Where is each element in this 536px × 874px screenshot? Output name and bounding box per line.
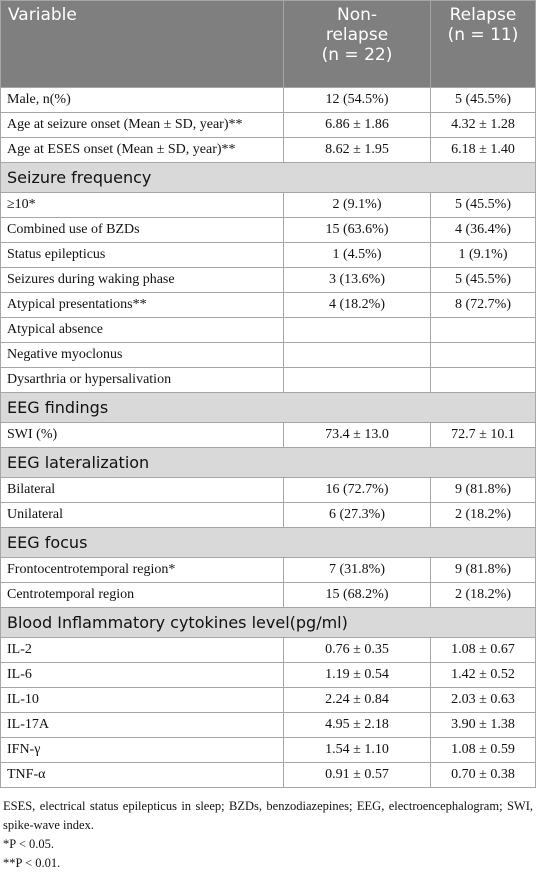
table-row (1, 318, 536, 343)
table-row (1, 368, 536, 393)
header-non-relapse-n: (n = 22) (321, 45, 393, 65)
row-label: Bilateral (1, 478, 284, 503)
row-label: ≥10* (1, 193, 284, 218)
relapse-value: 9 (81.8%) (431, 478, 536, 503)
table-row (1, 268, 536, 293)
row-label: Seizures during waking phase (1, 268, 284, 293)
section-label: EEG lateralization (1, 448, 536, 478)
row-label: Negative myoclonus (1, 343, 284, 368)
section-header-row (1, 448, 536, 478)
relapse-value: 0.70 ± 0.38 (431, 763, 536, 788)
relapse-value: 3.90 ± 1.38 (431, 713, 536, 738)
row-label: Atypical absence (1, 318, 284, 343)
section-label: EEG findings (1, 393, 536, 423)
non-relapse-value: 0.76 ± 0.35 (284, 638, 431, 663)
relapse-value: 4 (36.4%) (431, 218, 536, 243)
table-row (1, 113, 536, 138)
table-row (1, 558, 536, 583)
p05-note: *P < 0.05. (3, 837, 55, 851)
non-relapse-value: 73.4 ± 13.0 (284, 423, 431, 448)
p01-note: **P < 0.01. (3, 856, 61, 870)
non-relapse-value: 1.54 ± 1.10 (284, 738, 431, 763)
table-row (1, 503, 536, 528)
relapse-value: 1.08 ± 0.67 (431, 638, 536, 663)
row-label: Frontocentrotemporal region* (1, 558, 284, 583)
row-label: Age at seizure onset (Mean ± SD, year)** (1, 113, 284, 138)
row-label: IL-17A (1, 713, 284, 738)
row-label: Atypical presentations** (1, 293, 284, 318)
non-relapse-value (284, 368, 431, 393)
non-relapse-value: 6 (27.3%) (284, 503, 431, 528)
table-row (1, 343, 536, 368)
row-label: SWI (%) (1, 423, 284, 448)
relapse-value: 1 (9.1%) (431, 243, 536, 268)
section-header-row (1, 393, 536, 423)
relapse-value: 2.03 ± 0.63 (431, 688, 536, 713)
non-relapse-value: 1.19 ± 0.54 (284, 663, 431, 688)
table-row (1, 763, 536, 788)
footnotes (3, 797, 533, 873)
row-label: Unilateral (1, 503, 284, 528)
non-relapse-value: 1 (4.5%) (284, 243, 431, 268)
relapse-value (431, 318, 536, 343)
abbreviations-note: ESES, electrical status epilepticus in sleep; BZDs, benzodiazepines; EEG, electroencephalogram; SWI, spike-wave index. (3, 799, 533, 832)
table-row (1, 638, 536, 663)
header-variable: Variable (1, 1, 284, 88)
header-relapse-n: (n = 11) (447, 25, 519, 45)
header-non-relapse-line1: Non- (336, 5, 378, 25)
header-non-relapse-line2: relapse (325, 25, 389, 45)
non-relapse-value: 2.24 ± 0.84 (284, 688, 431, 713)
non-relapse-value: 16 (72.7%) (284, 478, 431, 503)
table-row (1, 583, 536, 608)
non-relapse-value: 8.62 ± 1.95 (284, 138, 431, 163)
relapse-value: 2 (18.2%) (431, 583, 536, 608)
non-relapse-value: 15 (68.2%) (284, 583, 431, 608)
section-label: EEG focus (1, 528, 536, 558)
non-relapse-value: 6.86 ± 1.86 (284, 113, 431, 138)
non-relapse-value: 2 (9.1%) (284, 193, 431, 218)
non-relapse-value: 4.95 ± 2.18 (284, 713, 431, 738)
table-row (1, 293, 536, 318)
relapse-value: 5 (45.5%) (431, 193, 536, 218)
table-row (1, 713, 536, 738)
table-row (1, 218, 536, 243)
section-header-row (1, 528, 536, 558)
row-label: Combined use of BZDs (1, 218, 284, 243)
row-label: Age at ESES onset (Mean ± SD, year)** (1, 138, 284, 163)
row-label: Male, n(%) (1, 88, 284, 113)
table-row (1, 193, 536, 218)
non-relapse-value: 12 (54.5%) (284, 88, 431, 113)
row-label: IL-10 (1, 688, 284, 713)
table-row (1, 138, 536, 163)
row-label: IFN-γ (1, 738, 284, 763)
non-relapse-value (284, 318, 431, 343)
header-relapse-line1: Relapse (449, 5, 517, 25)
header-non-relapse (284, 1, 431, 88)
section-label: Seizure frequency (1, 163, 536, 193)
row-label: TNF-α (1, 763, 284, 788)
relapse-value: 5 (45.5%) (431, 268, 536, 293)
table-row (1, 663, 536, 688)
relapse-value: 5 (45.5%) (431, 88, 536, 113)
table-row (1, 478, 536, 503)
table-row (1, 423, 536, 448)
section-header-row (1, 163, 536, 193)
relapse-value: 2 (18.2%) (431, 503, 536, 528)
table-row (1, 688, 536, 713)
non-relapse-value: 15 (63.6%) (284, 218, 431, 243)
table-row (1, 738, 536, 763)
relapse-value: 6.18 ± 1.40 (431, 138, 536, 163)
header-row (1, 1, 536, 88)
row-label: Status epilepticus (1, 243, 284, 268)
row-label: Centrotemporal region (1, 583, 284, 608)
section-label: Blood Inflammatory cytokines level(pg/ml) (1, 608, 536, 638)
relapse-value: 8 (72.7%) (431, 293, 536, 318)
relapse-value: 1.42 ± 0.52 (431, 663, 536, 688)
non-relapse-value: 3 (13.6%) (284, 268, 431, 293)
header-relapse (431, 1, 536, 88)
relapse-value (431, 368, 536, 393)
relapse-value: 1.08 ± 0.59 (431, 738, 536, 763)
row-label: IL-6 (1, 663, 284, 688)
non-relapse-value: 7 (31.8%) (284, 558, 431, 583)
table-row (1, 88, 536, 113)
relapse-value: 72.7 ± 10.1 (431, 423, 536, 448)
non-relapse-value (284, 343, 431, 368)
relapse-value: 4.32 ± 1.28 (431, 113, 536, 138)
row-label: IL-2 (1, 638, 284, 663)
relapse-value: 9 (81.8%) (431, 558, 536, 583)
row-label: Dysarthria or hypersalivation (1, 368, 284, 393)
relapse-value (431, 343, 536, 368)
non-relapse-value: 0.91 ± 0.57 (284, 763, 431, 788)
non-relapse-value: 4 (18.2%) (284, 293, 431, 318)
table-row (1, 243, 536, 268)
table-body (1, 88, 536, 788)
section-header-row (1, 608, 536, 638)
